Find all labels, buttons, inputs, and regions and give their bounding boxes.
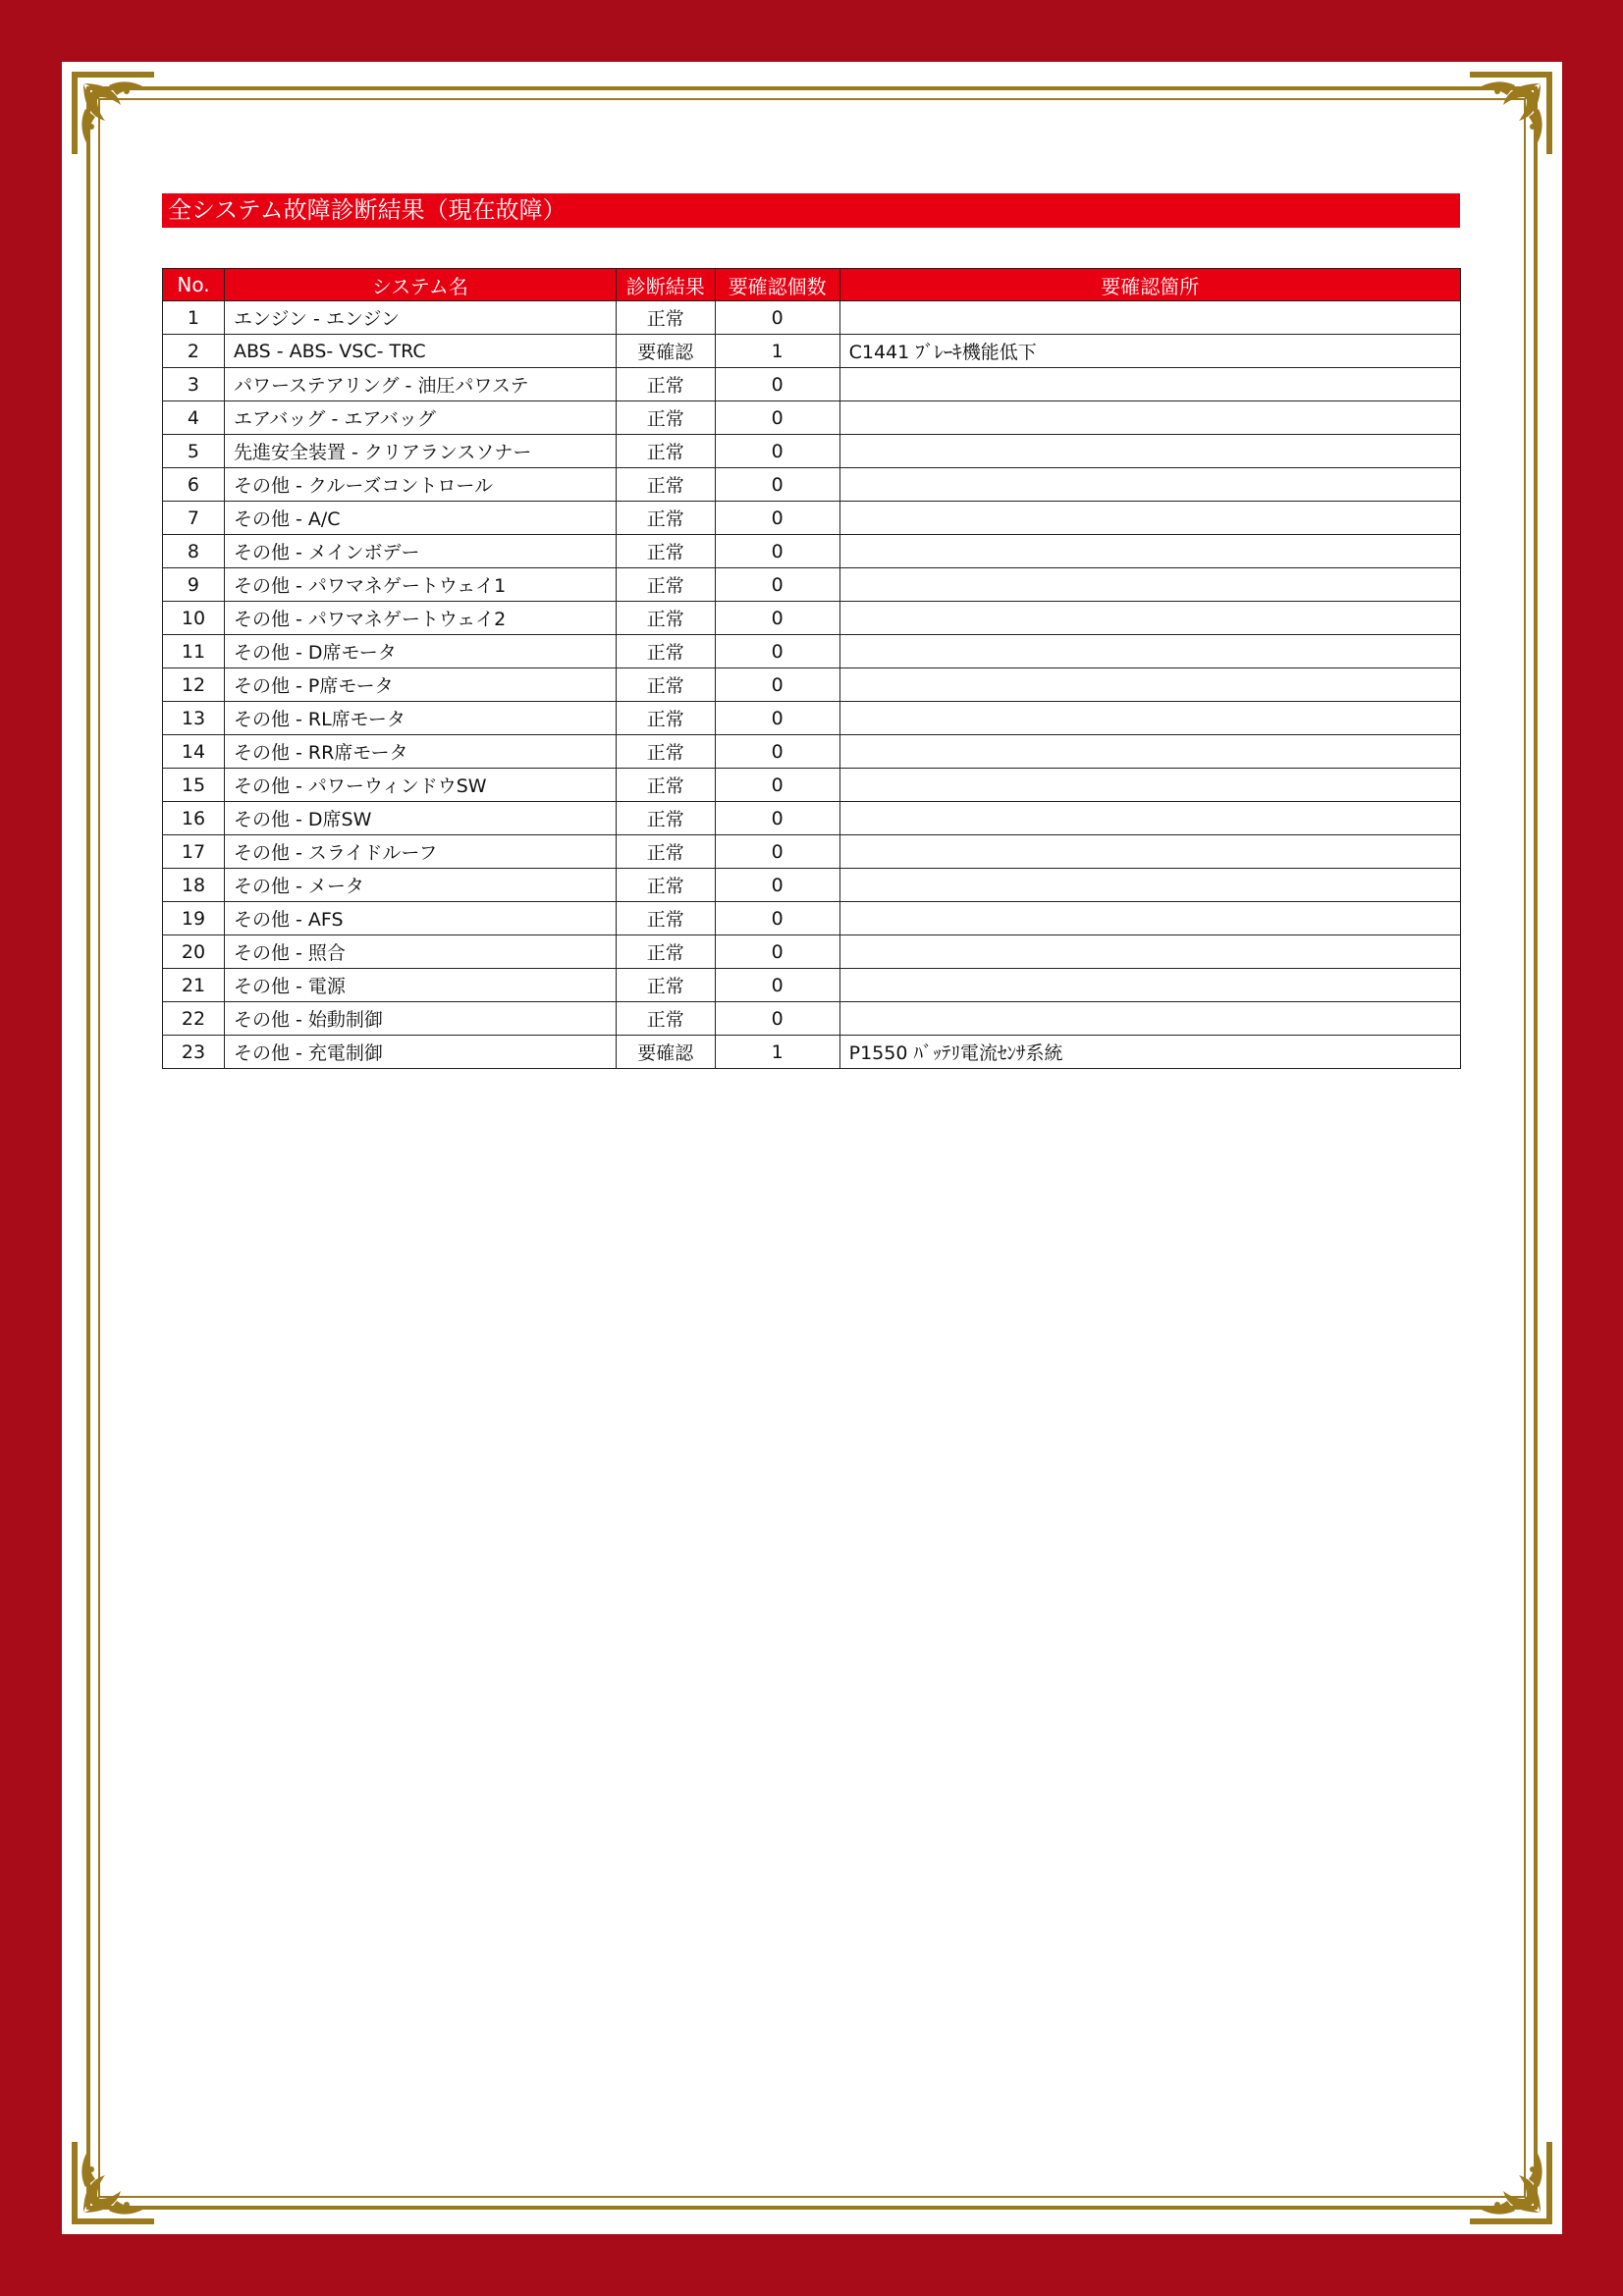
row-result: 正常 bbox=[616, 468, 715, 502]
header-result: 診断結果 bbox=[616, 269, 715, 301]
row-count: 0 bbox=[715, 468, 839, 502]
table-row bbox=[163, 735, 1461, 769]
row-count: 0 bbox=[715, 969, 839, 1002]
row-system-name: その他 - 照合 bbox=[224, 935, 616, 969]
row-system-name: その他 - 電源 bbox=[224, 969, 616, 1002]
row-system-name: その他 - スライドルーフ bbox=[224, 835, 616, 869]
row-result: 正常 bbox=[616, 435, 715, 468]
row-system-name: エアバッグ - エアバッグ bbox=[224, 401, 616, 435]
table-row bbox=[163, 1036, 1461, 1069]
row-result: 正常 bbox=[616, 735, 715, 769]
row-system-name: その他 - D席モータ bbox=[224, 635, 616, 668]
row-result: 正常 bbox=[616, 835, 715, 869]
row-location bbox=[839, 869, 1460, 902]
row-result: 正常 bbox=[616, 401, 715, 435]
ornament-corner-icon bbox=[1464, 66, 1558, 160]
row-no: 12 bbox=[163, 668, 225, 702]
row-system-name: その他 - パワマネゲートウェイ1 bbox=[224, 568, 616, 602]
row-no: 14 bbox=[163, 735, 225, 769]
row-location bbox=[839, 301, 1460, 335]
row-system-name: その他 - 始動制御 bbox=[224, 1002, 616, 1036]
table-row bbox=[163, 535, 1461, 568]
row-system-name: エンジン - エンジン bbox=[224, 301, 616, 335]
row-location: C1441 ﾌﾞﾚｰｷ機能低下 bbox=[839, 335, 1460, 368]
row-system-name: パワーステアリング - 油圧パワステ bbox=[224, 368, 616, 401]
row-result: 正常 bbox=[616, 902, 715, 935]
row-result: 正常 bbox=[616, 869, 715, 902]
row-result: 正常 bbox=[616, 502, 715, 535]
table-row bbox=[163, 902, 1461, 935]
table-row bbox=[163, 835, 1461, 869]
table-row bbox=[163, 702, 1461, 735]
row-system-name: その他 - RR席モータ bbox=[224, 735, 616, 769]
diagnosis-table bbox=[162, 268, 1461, 1069]
table-row bbox=[163, 568, 1461, 602]
row-system-name: その他 - メータ bbox=[224, 869, 616, 902]
row-result: 正常 bbox=[616, 602, 715, 635]
row-system-name: 先進安全装置 - クリアランスソナー bbox=[224, 435, 616, 468]
row-location bbox=[839, 935, 1460, 969]
row-count: 0 bbox=[715, 835, 839, 869]
row-count: 0 bbox=[715, 401, 839, 435]
row-system-name: その他 - パワマネゲートウェイ2 bbox=[224, 602, 616, 635]
row-count: 0 bbox=[715, 602, 839, 635]
table-row bbox=[163, 668, 1461, 702]
header-system-name: システム名 bbox=[224, 269, 616, 301]
row-location bbox=[839, 668, 1460, 702]
row-no: 20 bbox=[163, 935, 225, 969]
row-system-name: その他 - P席モータ bbox=[224, 668, 616, 702]
table-row bbox=[163, 635, 1461, 668]
row-no: 21 bbox=[163, 969, 225, 1002]
row-system-name: その他 - クルーズコントロール bbox=[224, 468, 616, 502]
row-location bbox=[839, 468, 1460, 502]
table-body bbox=[163, 301, 1461, 1069]
row-no: 22 bbox=[163, 1002, 225, 1036]
table-row bbox=[163, 502, 1461, 535]
row-count: 0 bbox=[715, 802, 839, 835]
table-row bbox=[163, 969, 1461, 1002]
row-no: 2 bbox=[163, 335, 225, 368]
row-result: 正常 bbox=[616, 969, 715, 1002]
row-no: 16 bbox=[163, 802, 225, 835]
row-result: 正常 bbox=[616, 935, 715, 969]
ornament-corner-icon bbox=[66, 2136, 160, 2230]
row-no: 8 bbox=[163, 535, 225, 568]
table-row bbox=[163, 935, 1461, 969]
row-system-name: その他 - A/C bbox=[224, 502, 616, 535]
header-no: No. bbox=[163, 269, 225, 301]
row-system-name: ABS - ABS- VSC- TRC bbox=[224, 335, 616, 368]
table-row bbox=[163, 769, 1461, 802]
row-location bbox=[839, 702, 1460, 735]
row-count: 0 bbox=[715, 935, 839, 969]
row-location bbox=[839, 769, 1460, 802]
row-no: 7 bbox=[163, 502, 225, 535]
row-result: 正常 bbox=[616, 368, 715, 401]
header-location: 要確認箇所 bbox=[839, 269, 1460, 301]
ornament-corner-icon bbox=[66, 66, 160, 160]
row-system-name: その他 - D席SW bbox=[224, 802, 616, 835]
row-location bbox=[839, 602, 1460, 635]
row-result: 正常 bbox=[616, 535, 715, 568]
row-count: 0 bbox=[715, 568, 839, 602]
row-result: 正常 bbox=[616, 568, 715, 602]
row-location bbox=[839, 902, 1460, 935]
table-row bbox=[163, 301, 1461, 335]
table-row bbox=[163, 602, 1461, 635]
row-count: 0 bbox=[715, 735, 839, 769]
row-system-name: その他 - AFS bbox=[224, 902, 616, 935]
row-location: P1550 ﾊﾞｯﾃﾘ電流ｾﾝｻ系統 bbox=[839, 1036, 1460, 1069]
row-count: 0 bbox=[715, 635, 839, 668]
row-location bbox=[839, 735, 1460, 769]
table-row bbox=[163, 401, 1461, 435]
row-count: 0 bbox=[715, 1002, 839, 1036]
row-count: 0 bbox=[715, 668, 839, 702]
report-title: 全システム故障診断結果（現在故障） bbox=[162, 193, 1460, 228]
row-result: 要確認 bbox=[616, 335, 715, 368]
row-result: 正常 bbox=[616, 635, 715, 668]
table-row bbox=[163, 869, 1461, 902]
row-count: 0 bbox=[715, 769, 839, 802]
row-location bbox=[839, 835, 1460, 869]
row-count: 0 bbox=[715, 902, 839, 935]
header-count: 要確認個数 bbox=[715, 269, 839, 301]
table-row bbox=[163, 435, 1461, 468]
row-location bbox=[839, 1002, 1460, 1036]
row-location bbox=[839, 969, 1460, 1002]
row-no: 5 bbox=[163, 435, 225, 468]
row-result: 正常 bbox=[616, 668, 715, 702]
ornament-corner-icon bbox=[1464, 2136, 1558, 2230]
row-no: 6 bbox=[163, 468, 225, 502]
row-system-name: その他 - メインボデー bbox=[224, 535, 616, 568]
row-no: 18 bbox=[163, 869, 225, 902]
row-count: 0 bbox=[715, 435, 839, 468]
row-result: 正常 bbox=[616, 301, 715, 335]
row-count: 0 bbox=[715, 502, 839, 535]
row-no: 11 bbox=[163, 635, 225, 668]
row-count: 0 bbox=[715, 535, 839, 568]
row-location bbox=[839, 802, 1460, 835]
row-location bbox=[839, 635, 1460, 668]
row-no: 23 bbox=[163, 1036, 225, 1069]
table-row bbox=[163, 802, 1461, 835]
row-no: 17 bbox=[163, 835, 225, 869]
report-page bbox=[62, 62, 1562, 2234]
row-count: 0 bbox=[715, 869, 839, 902]
row-no: 9 bbox=[163, 568, 225, 602]
row-location bbox=[839, 368, 1460, 401]
row-no: 1 bbox=[163, 301, 225, 335]
row-no: 10 bbox=[163, 602, 225, 635]
row-no: 4 bbox=[163, 401, 225, 435]
row-result: 正常 bbox=[616, 769, 715, 802]
row-no: 13 bbox=[163, 702, 225, 735]
table-row bbox=[163, 368, 1461, 401]
row-location bbox=[839, 502, 1460, 535]
row-count: 1 bbox=[715, 1036, 839, 1069]
row-result: 正常 bbox=[616, 1002, 715, 1036]
row-count: 0 bbox=[715, 301, 839, 335]
row-count: 1 bbox=[715, 335, 839, 368]
table-row bbox=[163, 468, 1461, 502]
row-no: 19 bbox=[163, 902, 225, 935]
table-row bbox=[163, 335, 1461, 368]
row-system-name: その他 - パワーウィンドウSW bbox=[224, 769, 616, 802]
table-row bbox=[163, 1002, 1461, 1036]
row-location bbox=[839, 435, 1460, 468]
row-count: 0 bbox=[715, 702, 839, 735]
row-system-name: その他 - 充電制御 bbox=[224, 1036, 616, 1069]
row-result: 要確認 bbox=[616, 1036, 715, 1069]
row-location bbox=[839, 401, 1460, 435]
row-location bbox=[839, 568, 1460, 602]
row-result: 正常 bbox=[616, 702, 715, 735]
row-system-name: その他 - RL席モータ bbox=[224, 702, 616, 735]
row-no: 15 bbox=[163, 769, 225, 802]
row-count: 0 bbox=[715, 368, 839, 401]
row-no: 3 bbox=[163, 368, 225, 401]
row-result: 正常 bbox=[616, 802, 715, 835]
table-header-row bbox=[163, 269, 1461, 301]
row-location bbox=[839, 535, 1460, 568]
